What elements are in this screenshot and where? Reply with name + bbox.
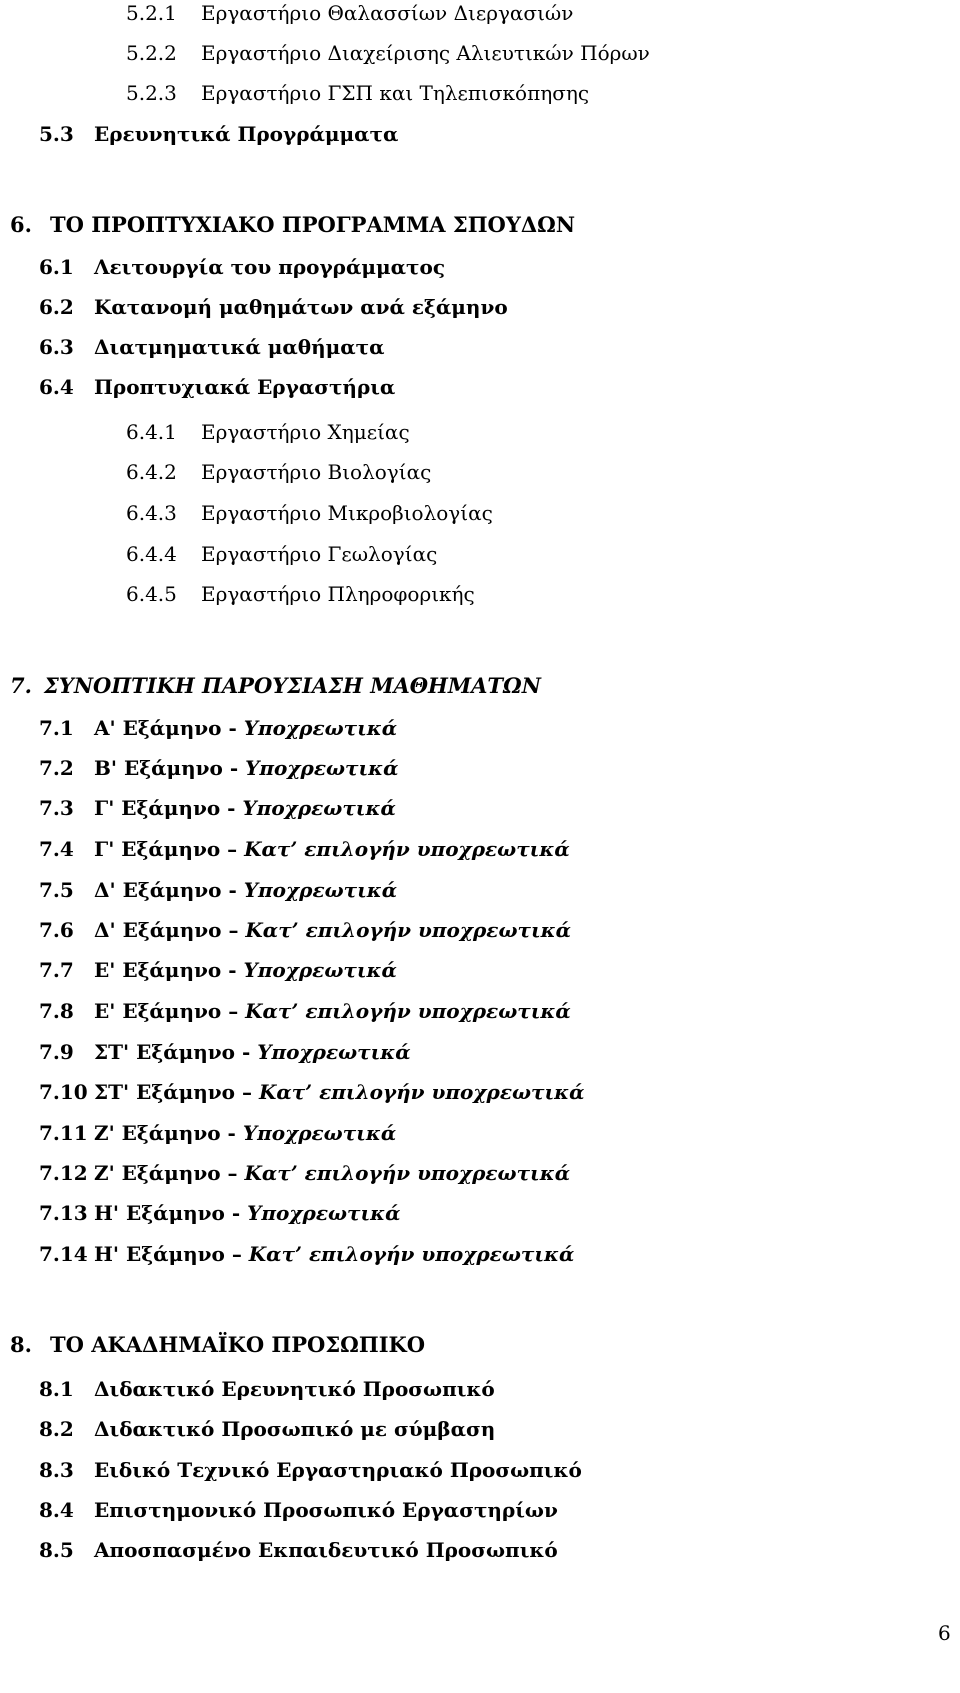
toc-text: Διδακτικό Ερευνητικό Προσωπικό [94, 1377, 495, 1401]
toc-text: Εργαστήριο Γεωλογίας [201, 542, 438, 566]
toc-number: 8.4 [39, 1498, 74, 1522]
semester-label: Δ' Εξάμηνο [94, 878, 222, 902]
separator: - [228, 878, 237, 902]
separator: – [228, 918, 239, 942]
page-number: 6 [938, 1621, 951, 1645]
toc-text [94, 1160, 570, 1186]
course-type: Κατ’ επιλογήν υποχρεωτικά [248, 1242, 575, 1266]
toc-number: 6.4.4 [126, 542, 177, 566]
course-type: Κατ’ επιλογήν υποχρεωτικά [245, 999, 571, 1023]
toc-number: 6.4 [39, 375, 74, 399]
toc-text [94, 1120, 396, 1146]
course-type: Κατ’ επιλογήν υποχρεωτικά [244, 1161, 571, 1185]
semester-label: Ζ' Εξάμηνο [94, 1161, 221, 1185]
toc-number: 7.8 [39, 999, 74, 1023]
course-type: Κατ’ επιλογήν υποχρεωτικά [244, 837, 570, 861]
toc-text [94, 836, 570, 862]
section-title: ΣΥΝΟΠΤΙΚΗ ΠΑΡΟΥΣΙΑΣΗ ΜΑΘΗΜΑΤΩΝ [44, 673, 541, 698]
separator: – [227, 1161, 238, 1185]
toc-number: 6.2 [39, 295, 74, 319]
toc-text [94, 1241, 574, 1267]
toc-text [94, 715, 397, 741]
toc-number: 5.2.1 [126, 1, 177, 25]
toc-text: Διατμηματικά μαθήματα [94, 335, 385, 359]
toc-number: 6.4.1 [126, 420, 177, 444]
semester-label: Α' Εξάμηνο [94, 716, 222, 740]
course-type: Υποχρεωτικά [242, 796, 396, 820]
course-type: Υποχρεωτικά [243, 878, 398, 902]
toc-number: 8.5 [39, 1538, 74, 1562]
semester-label: ΣΤ' Εξάμηνο [94, 1040, 235, 1064]
separator: – [228, 999, 239, 1023]
toc-number: 8.3 [39, 1458, 74, 1482]
toc-number: 6.4.5 [126, 582, 177, 606]
section-number: 7. [10, 673, 32, 698]
toc-number: 6.1 [39, 255, 74, 279]
semester-label: Ε' Εξάμηνο [94, 958, 222, 982]
section-number: 6. [10, 212, 32, 237]
toc-text [94, 957, 397, 983]
separator: - [227, 796, 236, 820]
semester-label: Γ' Εξάμηνο [94, 837, 221, 861]
course-type: Υποχρεωτικά [247, 1201, 401, 1225]
course-type: Υποχρεωτικά [242, 1121, 397, 1145]
toc-number: 7.5 [39, 878, 74, 902]
toc-text: Προπτυχιακά Εργαστήρια [94, 375, 396, 399]
separator: - [227, 1121, 236, 1145]
toc-text [94, 998, 571, 1024]
toc-text: Εργαστήριο ΓΣΠ και Τηλεπισκόπησης [201, 81, 590, 105]
toc-text: Εργαστήριο Βιολογίας [201, 460, 432, 484]
toc-number: 7.9 [39, 1040, 74, 1064]
toc-text: Εργαστήριο Μικροβιολογίας [201, 501, 493, 525]
toc-number: 7.3 [39, 796, 74, 820]
toc-text: Επιστημονικό Προσωπικό Εργαστηρίων [94, 1498, 558, 1522]
toc-text [94, 795, 396, 821]
toc-number: 7.12 [39, 1161, 88, 1185]
toc-number: 8.2 [39, 1417, 74, 1441]
section-title: ΤΟ ΑΚΑΔΗΜΑΪΚΟ ΠΡΟΣΩΠΙΚΟ [50, 1332, 426, 1357]
toc-number: 7.2 [39, 756, 74, 780]
toc-number: 7.13 [39, 1201, 88, 1225]
semester-label: Η' Εξάμηνο [94, 1201, 225, 1225]
toc-number: 7.10 [39, 1080, 88, 1104]
separator: – [227, 837, 238, 861]
toc-number: 6.3 [39, 335, 74, 359]
toc-text: Εργαστήριο Διαχείρισης Αλιευτικών Πόρων [201, 41, 650, 65]
separator: - [231, 1201, 241, 1225]
semester-label: Β' Εξάμηνο [94, 756, 223, 780]
toc-number: 7.4 [39, 837, 74, 861]
semester-label: Γ' Εξάμηνο [94, 796, 221, 820]
toc-text [94, 877, 397, 903]
toc-number: 5.2.2 [126, 41, 177, 65]
course-type: Κατ’ επιλογήν υποχρεωτικά [245, 918, 572, 942]
toc-text: Ειδικό Τεχνικό Εργαστηριακό Προσωπικό [94, 1458, 582, 1482]
separator: - [241, 1040, 251, 1064]
course-type: Υποχρεωτικά [243, 716, 398, 740]
toc-text: Εργαστήριο Χημείας [201, 420, 410, 444]
toc-number: 7.1 [39, 716, 74, 740]
toc-number: 6.4.3 [126, 501, 177, 525]
course-type: Κατ’ επιλογήν υποχρεωτικά [258, 1080, 585, 1104]
toc-text [94, 1200, 401, 1226]
toc-text: Εργαστήριο Πληροφορικής [201, 582, 475, 606]
toc-text: Διδακτικό Προσωπικό με σύμβαση [94, 1417, 496, 1441]
toc-text [94, 917, 571, 943]
separator: - [228, 716, 237, 740]
separator: - [229, 756, 239, 780]
semester-label: Ζ' Εξάμηνο [94, 1121, 221, 1145]
toc-number: 5.2.3 [126, 81, 177, 105]
semester-label: ΣΤ' Εξάμηνο [94, 1080, 235, 1104]
semester-label: Ε' Εξάμηνο [94, 999, 222, 1023]
toc-text [94, 1079, 585, 1105]
semester-label: Δ' Εξάμηνο [94, 918, 222, 942]
separator: - [228, 958, 237, 982]
toc-number: 7.6 [39, 918, 74, 942]
toc-text [94, 755, 399, 781]
toc-text: Κατανομή μαθημάτων ανά εξάμηνο [94, 295, 508, 319]
toc-text: Αποσπασμένο Εκπαιδευτικό Προσωπικό [94, 1538, 558, 1562]
toc-number: 5.3 [39, 122, 74, 146]
toc-text: Λειτουργία του προγράμματος [94, 255, 446, 279]
separator: – [241, 1080, 252, 1104]
separator: – [231, 1242, 242, 1266]
section-number: 8. [10, 1332, 32, 1357]
toc-number: 6.4.2 [126, 460, 177, 484]
toc-number: 7.14 [39, 1242, 88, 1266]
toc-number: 7.7 [39, 958, 74, 982]
course-type: Υποχρεωτικά [243, 958, 397, 982]
toc-text: Εργαστήριο Θαλασσίων Διεργασιών [201, 1, 574, 25]
course-type: Υποχρεωτικά [257, 1040, 411, 1064]
course-type: Υποχρεωτικά [245, 756, 399, 780]
section-title: ΤΟ ΠΡΟΠΤΥΧΙΑΚΟ ΠΡΟΓΡΑΜΜΑ ΣΠΟΥΔΩΝ [50, 212, 576, 237]
toc-number: 7.11 [39, 1121, 88, 1145]
toc-text [94, 1039, 411, 1065]
toc-number: 8.1 [39, 1377, 74, 1401]
toc-text: Ερευνητικά Προγράμματα [94, 122, 399, 146]
semester-label: Η' Εξάμηνο [94, 1242, 225, 1266]
